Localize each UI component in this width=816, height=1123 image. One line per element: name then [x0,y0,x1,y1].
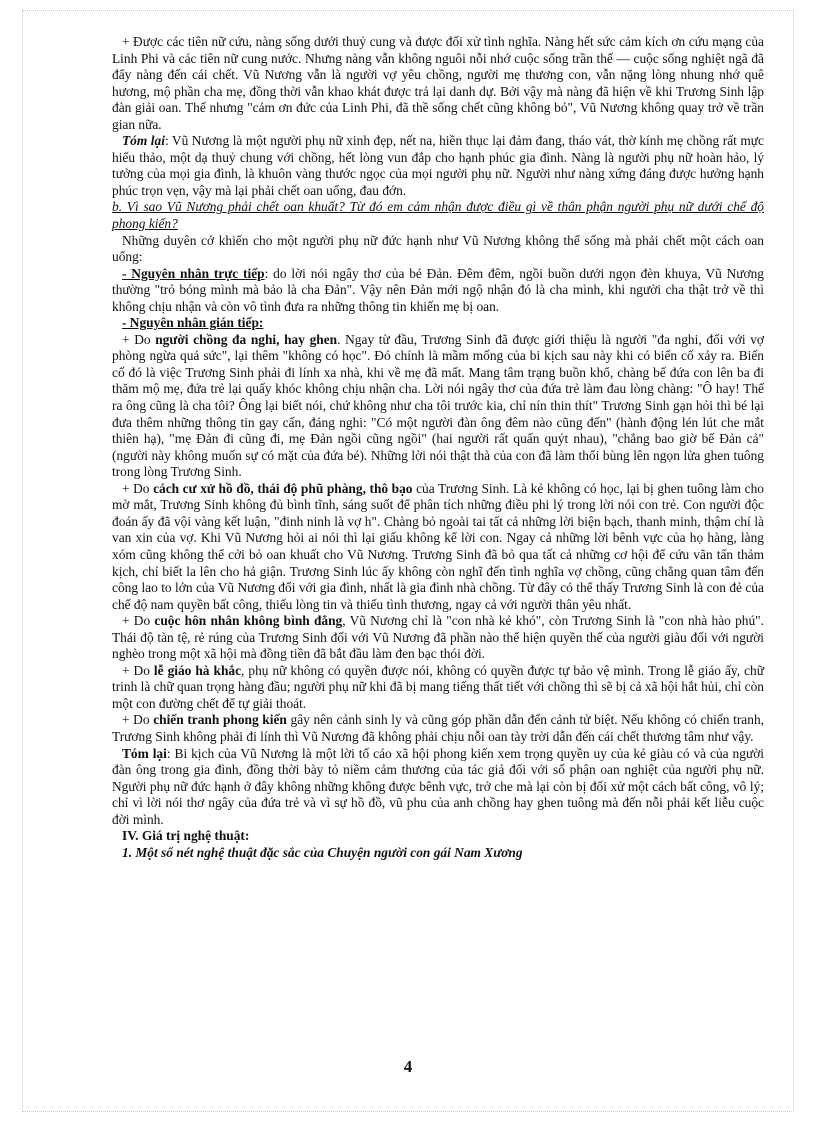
paragraph-jealous-husband [112,332,764,481]
bullet-prefix: + Do [122,662,154,678]
bullet-prefix: + Do [122,480,154,496]
paragraph-harsh-rites [112,663,764,713]
summary-label: Tóm lại [122,745,167,761]
subsection-heading [112,845,764,862]
cause-label: cuộc hôn nhân không bình đẳng [154,613,343,629]
bullet-prefix: + Do [122,613,155,629]
section-heading-art-value [112,828,764,845]
question-heading [112,199,764,232]
cause-label: người chồng đa nghi, hay ghen [155,331,338,347]
question-text: b. Vì sao Vũ Nương phải chết oan khuất? Từ đó em cảm nhận được điều gì về thân phận người phụ nữ dưới chế độ phong kiến? [112,199,764,232]
cause-label: lễ giáo hà khắc [153,662,242,678]
heading-text: 1. Một số nét nghệ thuật đặc sắc của Chuyện người con gái Nam Xương [122,844,523,860]
paragraph-unequal-marriage [112,613,764,663]
paragraph-direct-cause [112,266,764,316]
paragraph-text: : Vũ Nương là một người phụ nữ xinh đẹp, nết na, hiền thục lại đảm đang, tháo vát, thờ kính mẹ chồng rất mực hiếu thảo, một dạ thuỷ chung với chồng, hết lòng vun đắp cho hạnh phúc gia đình. Nàng là người phụ nữ hoàn hảo, lý tưởng của mọi gia đình, là khuôn vàng thước ngọc của mọi người phụ nữ. Người như nàng xứng đáng được hưởng hạnh phúc trọn vẹn, vậy mà lại phải chết oan uổng, đau đớn. [112,133,764,198]
paragraph-rash-behavior [112,481,764,613]
paragraph-feudal-war [112,712,764,745]
paragraph-text: : do lời nói ngây thơ của bé Đản. Đêm đêm, ngồi buồn dưới ngọn đèn khuya, Vũ Nương thường "trỏ bóng mình mà bảo là cha Đản". Vậy nên Đản mới ngộ nhận đó là cha mình, khi người cha thật trở về thì không chịu nhận và còn vô tình đưa ra những thông tin khiến mẹ bị oan. [112,265,764,314]
paragraph-text: gây nên cảnh sinh ly và cũng góp phần dẫn đến cảnh tử biệt. Nếu không có chiến tranh, Trương Sinh không phải đi lính thì Vũ Nương đã không phải chịu nỗi oan tày trời dẫn đến cái chết thương tâm như vậy. [112,712,764,744]
summary-label: Tóm lại [122,133,165,149]
bullet-prefix: + Do [122,712,154,728]
paragraph-text: : Bi kịch của Vũ Nương là một lời tố cáo xã hội phong kiến xem trọng quyền uy của kẻ giàu có và của người đàn ông trong gia đình, đồng thời bày tỏ niềm cảm thương của tác giả đối với số phận oan nghiệt của người phụ nữ. Người phụ nữ đức hạnh ở đây không những không được bênh vực, trở che mà lại còn bị đối xử một cách bất công, vô lý; chỉ vì lời nói thơ ngây của đứa trẻ và vì sự hồ đồ, vũ phu của anh chồng hay ghen tuông mà đến nỗi phải kết liễu cuộc đời mình. [112,745,765,827]
paragraph-text: của Trương Sinh. Là kẻ không có học, lại bị ghen tuông làm cho mờ mắt, Trương Sinh không đủ bình tĩnh, sáng suốt để phân tích những điều phi lý trong lời nói con trẻ. Con người độc đoán ấy đã vội vàng kết luận, "đinh ninh là vợ h". Chàng bỏ ngoài tai tất cả những lời biện bạch, thanh minh, thậm chí là van xin của vợ. Khi Vũ Nương hỏi ai nói thì lại giấu không kể lời con. Ngay cả những lời bênh vực của họ hàng, làng xóm cũng không thể cởi bỏ oan khuất cho Vũ Nương. Trương Sinh đã bỏ qua tất cả những cơ hội để cứu vãn tấn thảm kịch, chỉ biết la lên cho hả giận. Trương Sinh lúc ấy không còn nghĩ đến tình nghĩa vợ chồng, cũng chẳng quan tâm đến công lao to lớn của Vũ Nương đối với gia đình, nhất là gia đình nhà chồng. Từ đây có thể thấy Trương Sinh là con đẻ của chế độ nam quyền bất công, thiếu lòng tin và thiếu tình thương, ngay cả với người thân yêu nhất. [112,480,764,612]
paragraph-summary-2 [112,746,764,829]
direct-cause-label: - Nguyên nhân trực tiếp [122,265,265,281]
paragraph-rescued-by-fairies [112,34,764,133]
paragraph-text: Những duyên cớ khiến cho một người phụ nữ đức hạnh như Vũ Nương không thể sống mà phải chết một cách oan uổng: [112,232,764,265]
paragraph-text: , Vũ Nương chỉ là "con nhà kẻ khó", còn Trương Sinh là "con nhà hào phú". Thái độ tàn tệ, rẻ rúng của Trương Sinh đối với Vũ Nương đã phần nào thể hiện quyền thế của người giàu đối với người nghèo trong một xã hội mà đồng tiền đã bắt đầu làm đen bạc thói đời. [112,613,764,662]
paragraph-causes-intro [112,233,764,266]
cause-label: cách cư xử hồ đồ, thái độ phũ phàng, thô bạo [153,480,413,496]
bullet-prefix: + Do [122,331,156,347]
indirect-cause-label: - Nguyên nhân gián tiếp: [122,315,264,331]
page-number: 4 [403,1057,413,1076]
heading-text: IV. Giá trị nghệ thuật: [122,828,250,844]
paragraph-summary-1 [112,133,764,199]
paragraph-text: , phụ nữ không có quyền được nói, không có quyền được tự bảo vệ mình. Trong lễ giáo ấy, chữ trinh là chữ quan trọng hàng đầu; người phụ nữ khi đã bị mang tiếng thất tiết với chồng thì sẽ bị cả xã hội hắt hủi, chỉ còn một con đường chết để tự giải thoát. [112,662,764,711]
paragraph-indirect-cause [112,315,764,332]
paragraph-text: . Ngay từ đầu, Trương Sinh đã được giới thiệu là người "đa nghi, đối với vợ phòng ngừa quá sức", lại thêm "không có học". Đó chính là mầm mống của bi kịch sau này khi có biến cố xảy ra. Biến cố đó là việc Trương Sinh phải đi lính xa nhà, khi về mẹ đã mất. Mang tâm trạng buồn khổ, chàng bế đứa con lên ba đi thăm mộ mẹ, đứa trẻ lại quấy khóc không chịu nhận cha. Lời nói ngây thơ của đứa trẻ làm đau lòng chàng: "Ô hay! Thế ra ông cũng là cha tôi? Ông lại biết nói, chứ không như cha tôi trước kia, chỉ nín thin thít" Trương Sinh gạn hỏi thì bé lại đưa thêm những thông tin gay cấn, đáng nghi: "Có một người đàn ông đêm nào cũng đến" (hành động lén lút che mắt thiên hạ), "mẹ Đản đi cũng đi, mẹ Đản ngồi cũng ngồi" (hai người rất quấn quýt nhau), "chẳng bao giờ bế Đản cả" (người này không muốn sự có mặt của đứa bé). Những lời nói thật thà của con đã làm thổi bùng lên ngọn lửa ghen tuông trong lòng Trương Sinh. [112,331,764,480]
cause-label: chiến tranh phong kiến [153,712,287,728]
paragraph-text: + Được các tiên nữ cứu, nàng sống dưới thuỷ cung và được đối xử tình nghĩa. Nàng hết sức cảm kích ơn cứu mạng của Linh Phi và các tiên nữ cung nước. Nhưng nàng vẫn không nguôi nỗi nhớ cuộc sống trần thế — cuộc sống nghiệt ngã đã đẩy nàng đến cái chết. Vũ Nương vẫn là người vợ yêu chồng, người mẹ thương con, vẫn nặng lòng nhung nhớ quê hương, mộ phần cha mẹ, đồng thời vẫn khao khát được trả lại danh dự. Bởi vậy mà nàng đã hiện về khi Trương Sinh lập đàn giải oan. Thế nhưng "cảm ơn đức của Linh Phi, đã thề sống chết cũng không bỏ", Vũ Nương không quay trở về trần gian nữa. [112,34,764,132]
page-content [112,34,764,861]
